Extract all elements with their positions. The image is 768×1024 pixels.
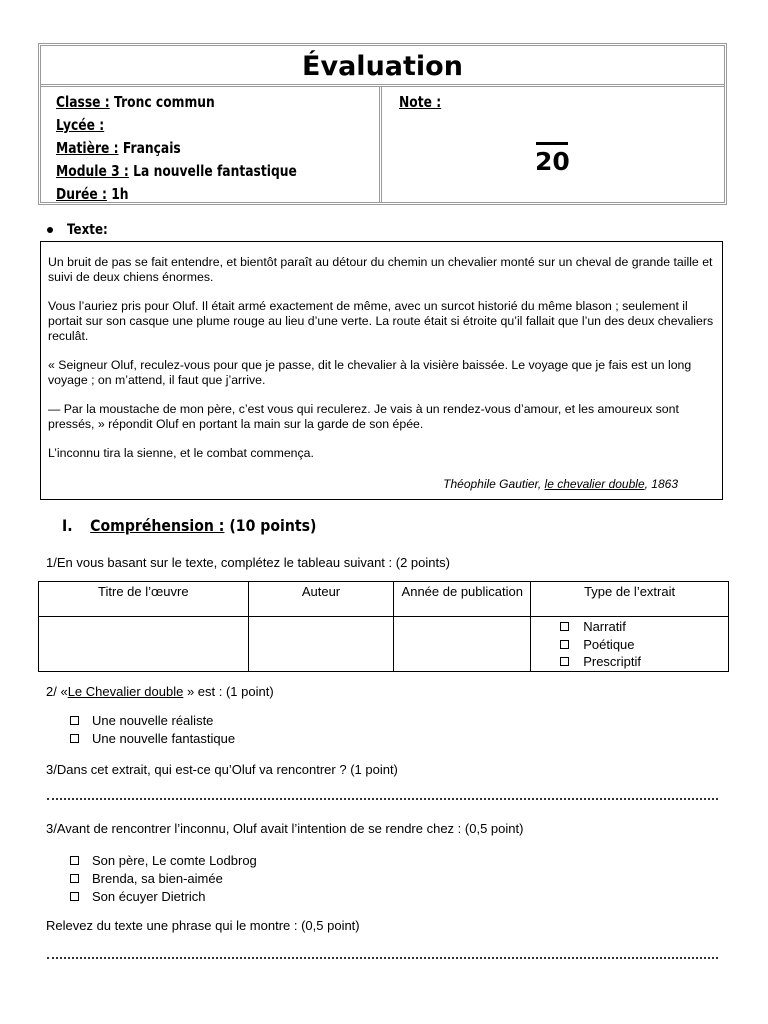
option-label: Poétique [583,636,635,652]
page-title: Évaluation [302,51,463,82]
text-label: Texte: [67,222,108,238]
checkbox-icon[interactable] [70,716,79,725]
duree-label: Durée : [56,185,107,203]
question-4: 3/Avant de rencontrer l’inconnu, Oluf avait l’intention de se rendre chez : (0,5 point) [46,821,524,836]
checkbox-icon[interactable] [70,892,79,901]
q2-book-title: Le Chevalier double [67,684,184,699]
option-label: Son écuyer Dietrich [92,888,206,904]
text-heading [47,222,115,238]
question-3: 3/Dans cet extrait, qui est-ce qu’Oluf va rencontrer ? (1 point) [46,762,398,777]
checkbox-option[interactable] [70,851,257,869]
checkbox-icon[interactable] [70,734,79,743]
lycee-label: Lycée : [56,116,105,134]
note-denominator: 20 [535,147,570,176]
table-header: Auteur [248,582,394,617]
note-area [385,87,725,203]
module-label: Module 3 : [56,162,129,180]
type-options [531,617,728,671]
q2-options [70,711,235,747]
student-info [41,87,382,203]
paragraph: « Seigneur Oluf, reculez-vous pour que je passe, dit le chevalier à la visière baissée. Le voyage que je fais est un long voyage ; on m’attend, il faut que j’arrive. [48,358,692,387]
fraction-bar [536,142,568,145]
option-label: Prescriptif [583,654,641,670]
option-label: Brenda, sa bien-aimée [92,870,223,886]
title-cell[interactable] [39,617,249,672]
option-label: Son père, Le comte Lodbrog [92,852,257,868]
source-author: Théophile Gautier, [443,477,545,491]
classe-line [56,91,321,114]
matiere-line [56,137,321,160]
source-citation [443,477,678,491]
checkbox-option[interactable] [560,636,728,654]
checkbox-icon[interactable] [70,874,79,883]
title-row [41,46,724,87]
q2-suffix: » est : (1 point) [186,684,274,699]
answer-line[interactable] [47,957,718,959]
classe-value: Tronc commun [114,93,215,111]
q2-prefix: 2/ « [46,684,68,699]
option-label: Une nouvelle fantastique [92,730,236,746]
table-header: Titre de l’œuvre [39,582,249,617]
paragraph: Vous l’auriez pris pour Oluf. Il était armé exactement de même, avec un surcot historié du même blason ; seulement il portait sur son casque une plume rouge au lieu d’une verte. La route était si étroite qu’il fallait que l’un des deux chevaliers reculât. [48,299,714,343]
year-cell[interactable] [394,617,531,672]
duree-value: 1h [111,185,129,203]
table-header: Année de publication [394,582,531,617]
module-line [56,160,321,183]
source-year: , 1863 [644,477,678,491]
question-1: 1/En vous basant sur le texte, complétez le tableau suivant : (2 points) [46,555,450,570]
section-name: Compréhension : [90,516,225,535]
text-box [40,241,723,500]
checkbox-option[interactable] [70,869,257,887]
note-label: Note : [399,93,442,111]
checkbox-icon[interactable] [560,657,569,666]
checkbox-option[interactable] [560,618,728,636]
paragraph: — Par la moustache de mon père, c’est vous qui reculerez. Je vais à un rendez-vous d’amour, et les amoureux sont pressés, » répondit Oluf en portant la main sur la garde de son épée. [48,402,679,431]
lycee-line [56,114,321,137]
duree-line [56,183,321,206]
q4-options [70,851,257,905]
section-title [62,516,316,535]
checkbox-icon[interactable] [560,640,569,649]
section-number: I. [62,516,73,535]
checkbox-option[interactable] [70,711,235,729]
module-value: La nouvelle fantastique [133,162,297,180]
section-points: (10 points) [224,516,317,535]
bullet-icon [47,227,53,233]
checkbox-option[interactable] [560,653,728,671]
question-2 [46,684,274,699]
classe-label: Classe : [56,93,110,111]
checkbox-option[interactable] [70,729,235,747]
paragraph: Un bruit de pas se fait entendre, et bientôt paraît au détour du chemin un chevalier monté sur un cheval de grande taille et suivi de deux chiens énormes. [48,255,713,284]
matiere-label: Matière : [56,139,119,157]
answer-table [38,581,729,672]
source-book: le chevalier double [544,477,645,491]
question-5: Relevez du texte une phrase qui le montre : (0,5 point) [46,918,360,933]
header-box [38,43,727,205]
option-label: Une nouvelle réaliste [92,712,214,728]
paragraph: L’inconnu tira la sienne, et le combat commença. [48,446,314,460]
option-label: Narratif [583,619,626,635]
checkbox-option[interactable] [70,887,257,905]
table-row [39,617,729,672]
table-header-row [39,582,729,617]
answer-line[interactable] [47,798,718,800]
type-cell [531,617,729,672]
matiere-value: Français [122,139,181,157]
checkbox-icon[interactable] [70,856,79,865]
table-header: Type de l’extrait [531,582,729,617]
checkbox-icon[interactable] [560,622,569,631]
author-cell[interactable] [248,617,394,672]
